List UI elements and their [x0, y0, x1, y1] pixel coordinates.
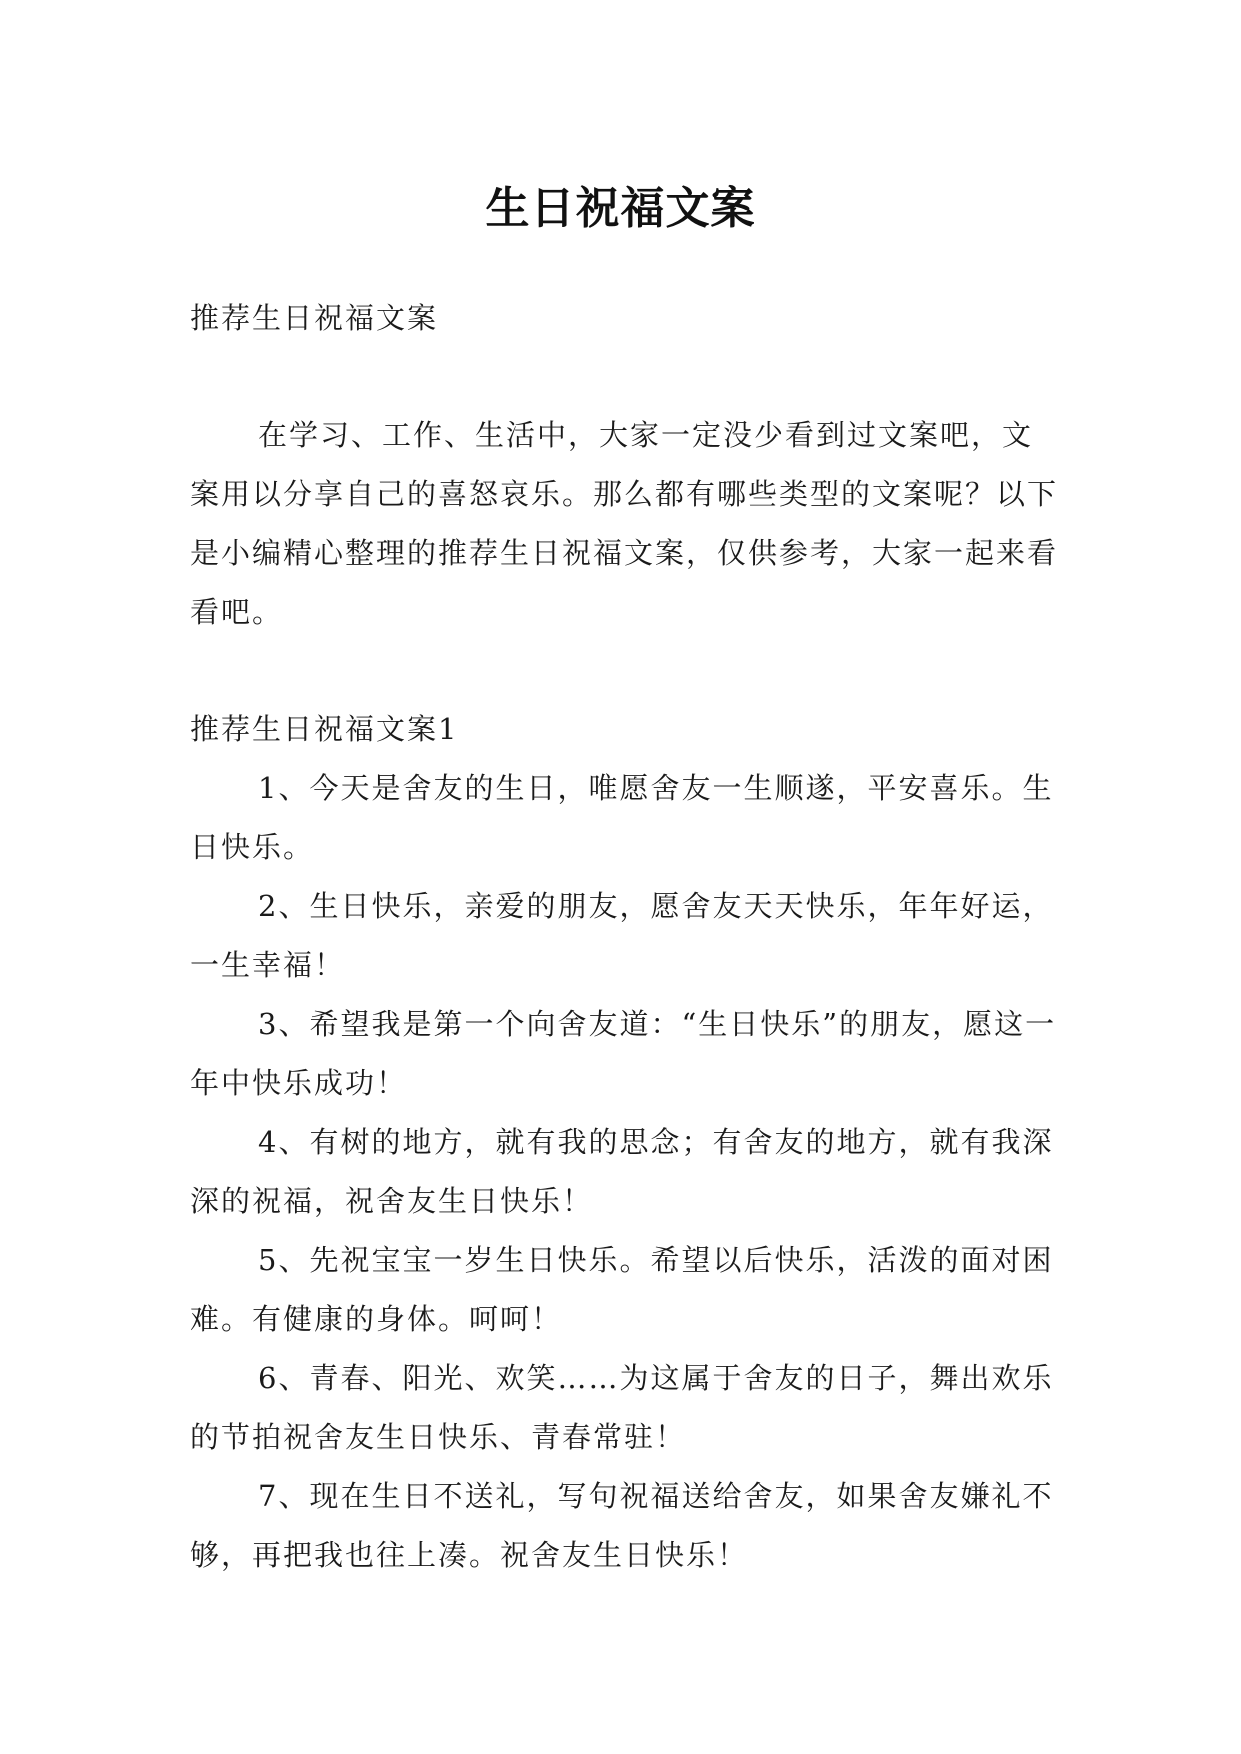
- wish-item: 1、今天是舍友的生日，唯愿舍友一生顺遂，平安喜乐。生日快乐。: [190, 771, 1054, 864]
- wish-item: 2、生日快乐，亲爱的朋友，愿舍友天天快乐，年年好运，一生幸福！: [190, 889, 1054, 982]
- document-subtitle: 推荐生日祝福文案: [190, 301, 439, 335]
- wish-item: 7、现在生日不送礼，写句祝福送给舍友，如果舍友嫌礼不够，再把我也往上凑。祝舍友生日快乐！: [190, 1479, 1054, 1572]
- section-title: 推荐生日祝福文案1: [190, 712, 459, 746]
- wish-item: 3、希望我是第一个向舍友道：“生日快乐”的朋友，愿这一年中快乐成功！: [190, 1007, 1057, 1100]
- wish-item: 5、先祝宝宝一岁生日快乐。希望以后快乐，活泼的面对困难。有健康的身体。呵呵！: [190, 1243, 1054, 1336]
- document-title: 生日祝福文案: [485, 183, 756, 235]
- wish-item: 6、青春、阳光、欢笑……为这属于舍友的日子，舞出欢乐的节拍祝舍友生日快乐、青春常驻！: [190, 1361, 1054, 1454]
- intro-paragraph: 在学习、工作、生活中，大家一定没少看到过文案吧，文案用以分享自己的喜怒哀乐。那么都有哪些类型的文案呢？以下是小编精心整理的推荐生日祝福文案，仅供参考，大家一起来看看吧。: [190, 418, 1059, 629]
- document-body: [190, 289, 1060, 1585]
- wish-item: 4、有树的地方，就有我的思念；有舍友的地方，就有我深深的祝福，祝舍友生日快乐！: [190, 1125, 1054, 1218]
